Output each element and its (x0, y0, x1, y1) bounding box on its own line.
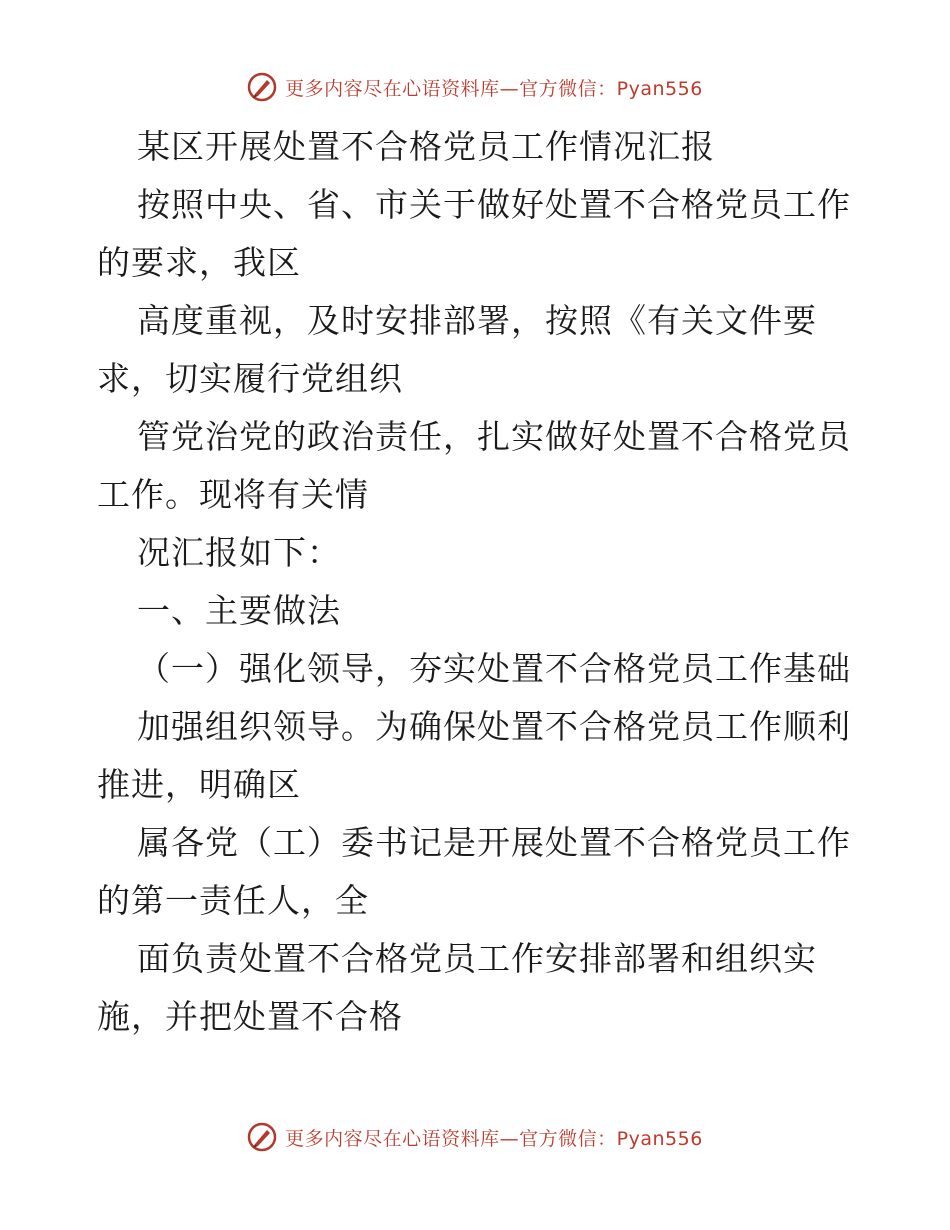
footer-watermark-text: 更多内容尽在心语资料库—官方微信：Pyan556 (285, 1127, 703, 1150)
pen-logo-icon (247, 72, 277, 102)
paragraph-line: 按照中央、省、市关于做好处置不合格党员工作 (137, 185, 851, 224)
paragraph-line: 属各党（工）委书记是开展处置不合格党员工作 (137, 823, 851, 862)
paragraph-line: 工作。现将有关情 (97, 475, 369, 514)
paragraph-line: 的要求，我区 (97, 243, 301, 282)
footer-watermark (0, 1122, 950, 1152)
document-body (97, 118, 857, 1046)
pen-logo-icon (247, 1122, 277, 1152)
subsection-heading: （一）强化领导，夯实处置不合格党员工作基础 (137, 649, 851, 688)
header-watermark (0, 72, 950, 102)
paragraph-line: 求，切实履行党组织 (97, 359, 403, 398)
paragraph-line: 推进，明确区 (97, 765, 301, 804)
paragraph-line: 高度重视，及时安排部署，按照《有关文件要 (137, 301, 817, 340)
paragraph-line: 的第一责任人，全 (97, 881, 369, 920)
paragraph-line: 管党治党的政治责任，扎实做好处置不合格党员 (137, 417, 851, 456)
header-watermark-text: 更多内容尽在心语资料库—官方微信：Pyan556 (285, 77, 703, 100)
section-heading: 一、主要做法 (137, 591, 341, 630)
paragraph-line: 况汇报如下： (137, 533, 341, 572)
document-title: 某区开展处置不合格党员工作情况汇报 (137, 127, 715, 166)
paragraph-line: 面负责处置不合格党员工作安排部署和组织实 (137, 939, 817, 978)
paragraph-line: 加强组织领导。为确保处置不合格党员工作顺利 (137, 707, 851, 746)
paragraph-line: 施，并把处置不合格 (97, 997, 403, 1036)
